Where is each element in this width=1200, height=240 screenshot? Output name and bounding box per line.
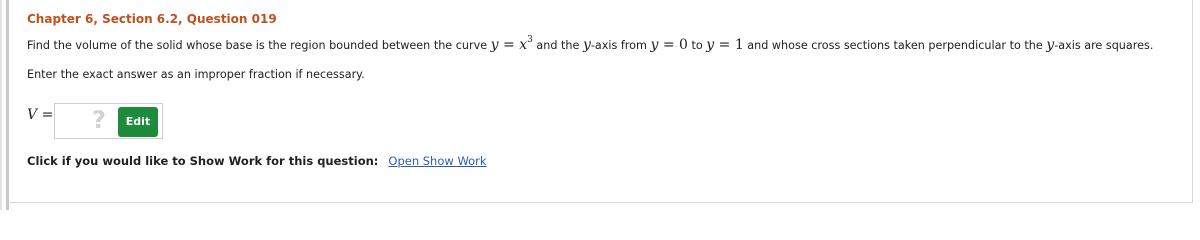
answer-equals: = <box>37 107 54 123</box>
answer-instruction: Enter the exact answer as an improper fraction if necessary. <box>27 68 365 81</box>
question-text-part: and the <box>532 39 583 52</box>
lower-bound-value: = 0 <box>658 37 688 53</box>
left-border <box>6 0 9 210</box>
curve-eq: = <box>498 37 520 53</box>
curve-equation <box>491 37 533 53</box>
upper-bound-var: y <box>706 37 715 53</box>
edit-button[interactable]: Edit <box>118 107 158 137</box>
answer-variable: V <box>27 107 38 123</box>
answer-variable-label <box>27 107 53 123</box>
answer-input-box[interactable] <box>54 103 163 139</box>
question-panel <box>10 0 1193 203</box>
question-title: Chapter 6, Section 6.2, Question 019 <box>27 12 277 26</box>
left-edge <box>0 0 2 210</box>
lower-bound-var: y <box>650 37 659 53</box>
lower-bound <box>650 37 687 53</box>
question-text-part: -axis from <box>590 39 651 52</box>
question-text-part: to <box>687 39 707 52</box>
question-text-part: Find the volume of the solid whose base is the region bounded between the curve <box>27 39 491 52</box>
curve-lhs: y <box>490 37 499 53</box>
upper-bound <box>706 37 743 53</box>
upper-bound-value: = 1 <box>714 37 744 53</box>
curve-exponent: 3 <box>527 35 533 45</box>
axis-var: y <box>1046 37 1055 53</box>
axis-var: y <box>582 37 591 53</box>
curve-rhs: x <box>519 37 528 53</box>
question-mark-icon: ? <box>92 106 106 134</box>
open-show-work-link[interactable]: Open Show Work <box>388 154 487 168</box>
question-text-part: -axis are squares. <box>1054 39 1154 52</box>
show-work-label: Click if you would like to Show Work for this question: <box>27 154 379 168</box>
question-text-part: and whose cross sections taken perpendicular to the <box>743 39 1047 52</box>
axis-variable <box>583 37 591 53</box>
question-text <box>27 37 1153 53</box>
show-work-row <box>27 154 487 168</box>
